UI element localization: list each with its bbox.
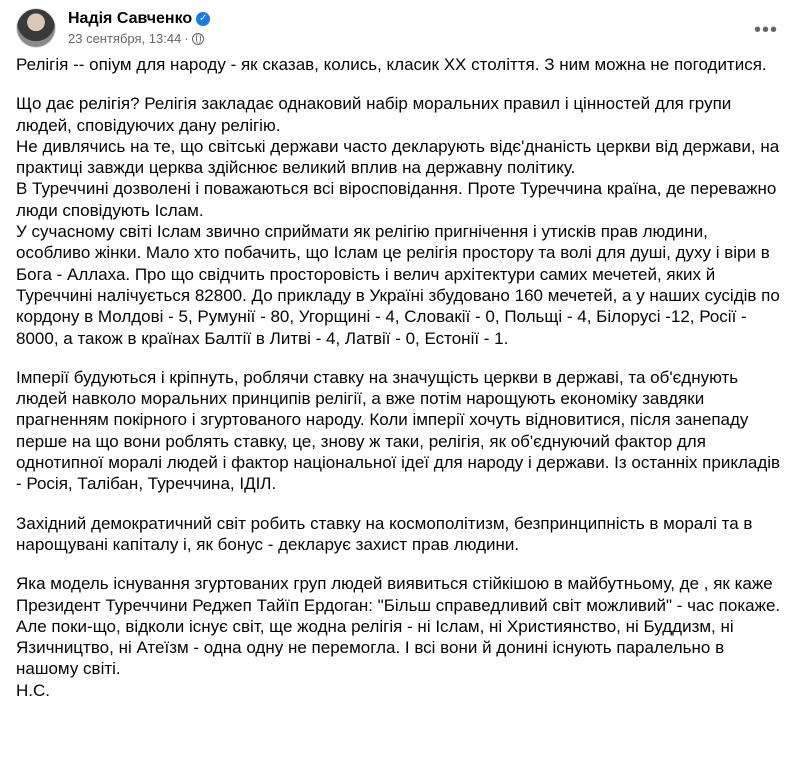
post-meta — [68, 10, 210, 46]
verified-badge-icon: ✓ — [196, 12, 210, 26]
post-subline — [68, 31, 210, 46]
author-row — [68, 10, 210, 28]
post-timestamp[interactable]: 23 сентября, 13:44 — [68, 31, 182, 46]
post-header — [16, 0, 210, 56]
avatar[interactable] — [16, 8, 56, 48]
globe-icon[interactable] — [192, 33, 204, 45]
separator-dot: · — [184, 31, 189, 46]
post-body — [16, 54, 784, 719]
author-name[interactable]: Надія Савченко — [68, 10, 193, 27]
post-paragraph: Яка модель існування згуртованих груп людей виявиться стійкішою в майбутньому, де , як каже Президент Туреччини Реджеп Тайїп Ердоган: "Більш справедливий світ можливий" - час покаже. Але поки-що, відколи існує світ, ще жодна релігія - ні Іслам, ні Християнство, ні Буддизм, ні Язичництво, ні Атеїзм - одна одну не перемогла. І всі вони й донині існують паралельно в нашому світі. Н.С. — [16, 574, 781, 700]
post-paragraph: Західний демократичний світ робить ставку на космополітизм, безпринципність в моралі та в нарощувані капіталу і, як бонус - декларує захист прав людини. — [16, 513, 753, 554]
more-options-button[interactable]: ••• — [753, 18, 778, 41]
post-paragraph: Імперії будуються і кріпнуть, роблячи ставку на значущість церкви в державі, та об'єднують людей навколо моральних принципів релігії, а вже потім нарощують економіку завдяки прагненням покірного і згуртованого народу. Коли імперії хочуть відновитися, після занепаду перше на що вони роблять ставку, це, знову ж таки, релігія, як об'єднуючий фактор для однотипної моралі людей і фактор національної ідеї для народу і держави. Із останніх прикладів - Росія, Талібан, Туреччина, ІДІЛ. — [16, 367, 781, 494]
post-paragraph: Що дає релігія? Релігія закладає однаковий набір моральних правил і цінностей для групи людей, сповідуючих дану релігію. Не дивлячись на те, що світські держави часто декларують відє'днаність церкви від держави, на практиці завжди церква здійснює великий вплив на державну політику. В Туреччині дозволені і поважаються всі віросповідання. Проте Туреччина країна, де переважно люди сповідують Іслам. У сучасному світі Іслам звично сприймати як релігію пригнічення і утисків прав людини, особливо жінки. Мало хто побачить, що Іслам це релігія простору та волі для душі, духу і віри в Бога - Аллаха. Про що свідчить просторовість і велич архітектури самих мечетей, яких й Туреччині налічується 82800. До прикладу в Україні збудовано 160 мечетей, а у наших сусідів по кордону в Молдові - 5, Румунії - 80, Угорщині - 4, Словакії - 0, Польщі - 4, Білорусі -12, Росії - 8000, а також в країнах Балтії в Литві - 4, Латвії - 0, Естонії - 1. — [16, 94, 780, 348]
post-paragraph: Релігія -- опіум для народу - як сказав, колись, класик XX століття. З ним можна не погодитися. — [16, 55, 767, 74]
